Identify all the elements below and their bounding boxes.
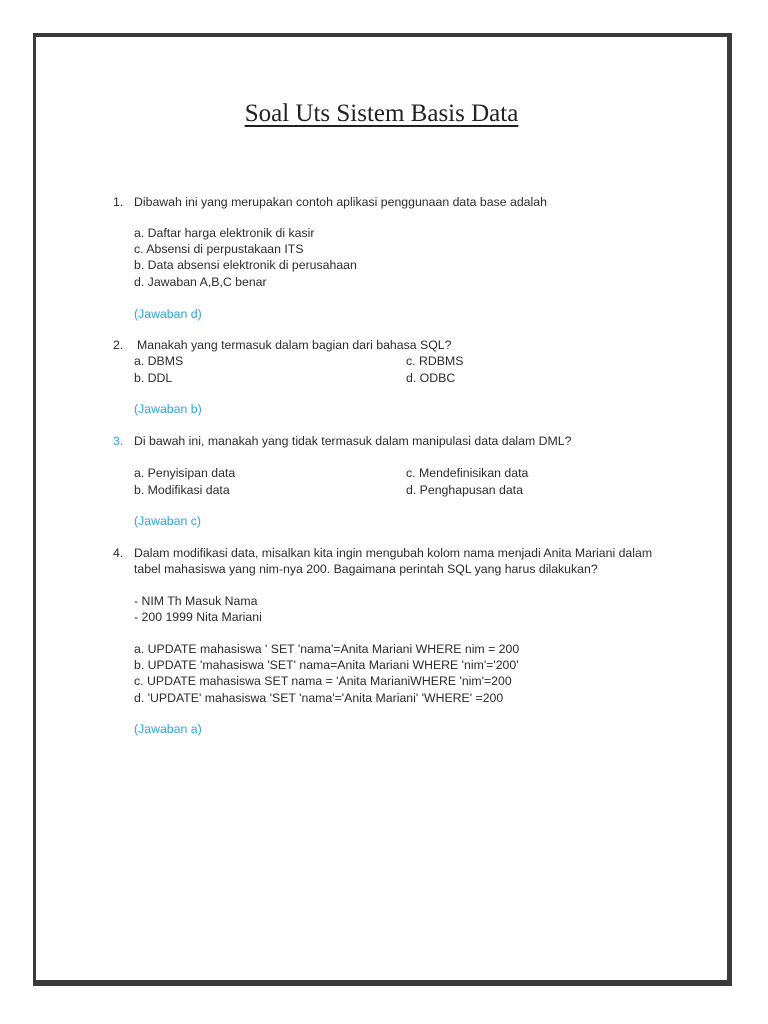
question-4-number: 4. (113, 546, 124, 560)
question-2-option: a. DBMS (134, 354, 184, 368)
question-3-option: d. Penghapusan data (406, 483, 523, 497)
question-3-option: a. Penyisipan data (134, 466, 236, 480)
question-1-option: d. Jawaban A,B,C benar (134, 275, 267, 289)
question-4-option: b. UPDATE 'mahasiswa 'SET' nama=Anita Mariani WHERE 'nim'='200' (134, 658, 519, 672)
question-3-number: 3. (113, 434, 124, 448)
question-4-table-line: - 200 1999 Nita Mariani (134, 610, 262, 624)
question-3-answer: (Jawaban c) (134, 514, 201, 528)
question-4-text-line: tabel mahasiswa yang nim-nya 200. Bagaimana perintah SQL yang harus dilakukan? (134, 562, 598, 576)
question-4-option: a. UPDATE mahasiswa ' SET 'nama'=Anita Mariani WHERE nim = 200 (134, 642, 520, 656)
question-2-option: c. RDBMS (406, 354, 464, 368)
question-3-text: Di bawah ini, manakah yang tidak termasuk dalam manipulasi data dalam DML? (134, 434, 572, 448)
question-3-option: b. Modifikasi data (134, 483, 230, 497)
question-1-option: b. Data absensi elektronik di perusahaan (134, 258, 357, 272)
question-4-answer: (Jawaban a) (134, 722, 202, 736)
question-1-option: a. Daftar harga elektronik di kasir (134, 226, 315, 240)
document-page (33, 33, 732, 986)
question-1-number: 1. (113, 195, 124, 209)
question-1-option: c. Absensi di perpustakaan ITS (134, 242, 304, 256)
question-2-number: 2. (113, 338, 124, 352)
question-3-option: c. Mendefinisikan data (406, 466, 529, 480)
question-1-text: Dibawah ini yang merupakan contoh aplikasi penggunaan data base adalah (134, 195, 547, 209)
question-4-text-line: Dalam modifikasi data, misalkan kita ingin mengubah kolom nama menjadi Anita Mariani dalam (134, 546, 653, 560)
question-4-option: d. 'UPDATE' mahasiswa 'SET 'nama'='Anita Mariani' 'WHERE' =200 (134, 691, 504, 705)
question-2-option: b. DDL (134, 371, 173, 385)
question-4-option: c. UPDATE mahasiswa SET nama = 'Anita MarianiWHERE 'nim'=200 (134, 674, 512, 688)
question-2-answer: (Jawaban b) (134, 402, 202, 416)
page-title: Soal Uts Sistem Basis Data (244, 100, 519, 127)
question-2-text: Manakah yang termasuk dalam bagian dari bahasa SQL? (137, 338, 452, 352)
question-1-answer: (Jawaban d) (134, 307, 202, 321)
question-4-table-line: - NIM Th Masuk Nama (134, 594, 258, 608)
question-2-option: d. ODBC (406, 371, 456, 385)
